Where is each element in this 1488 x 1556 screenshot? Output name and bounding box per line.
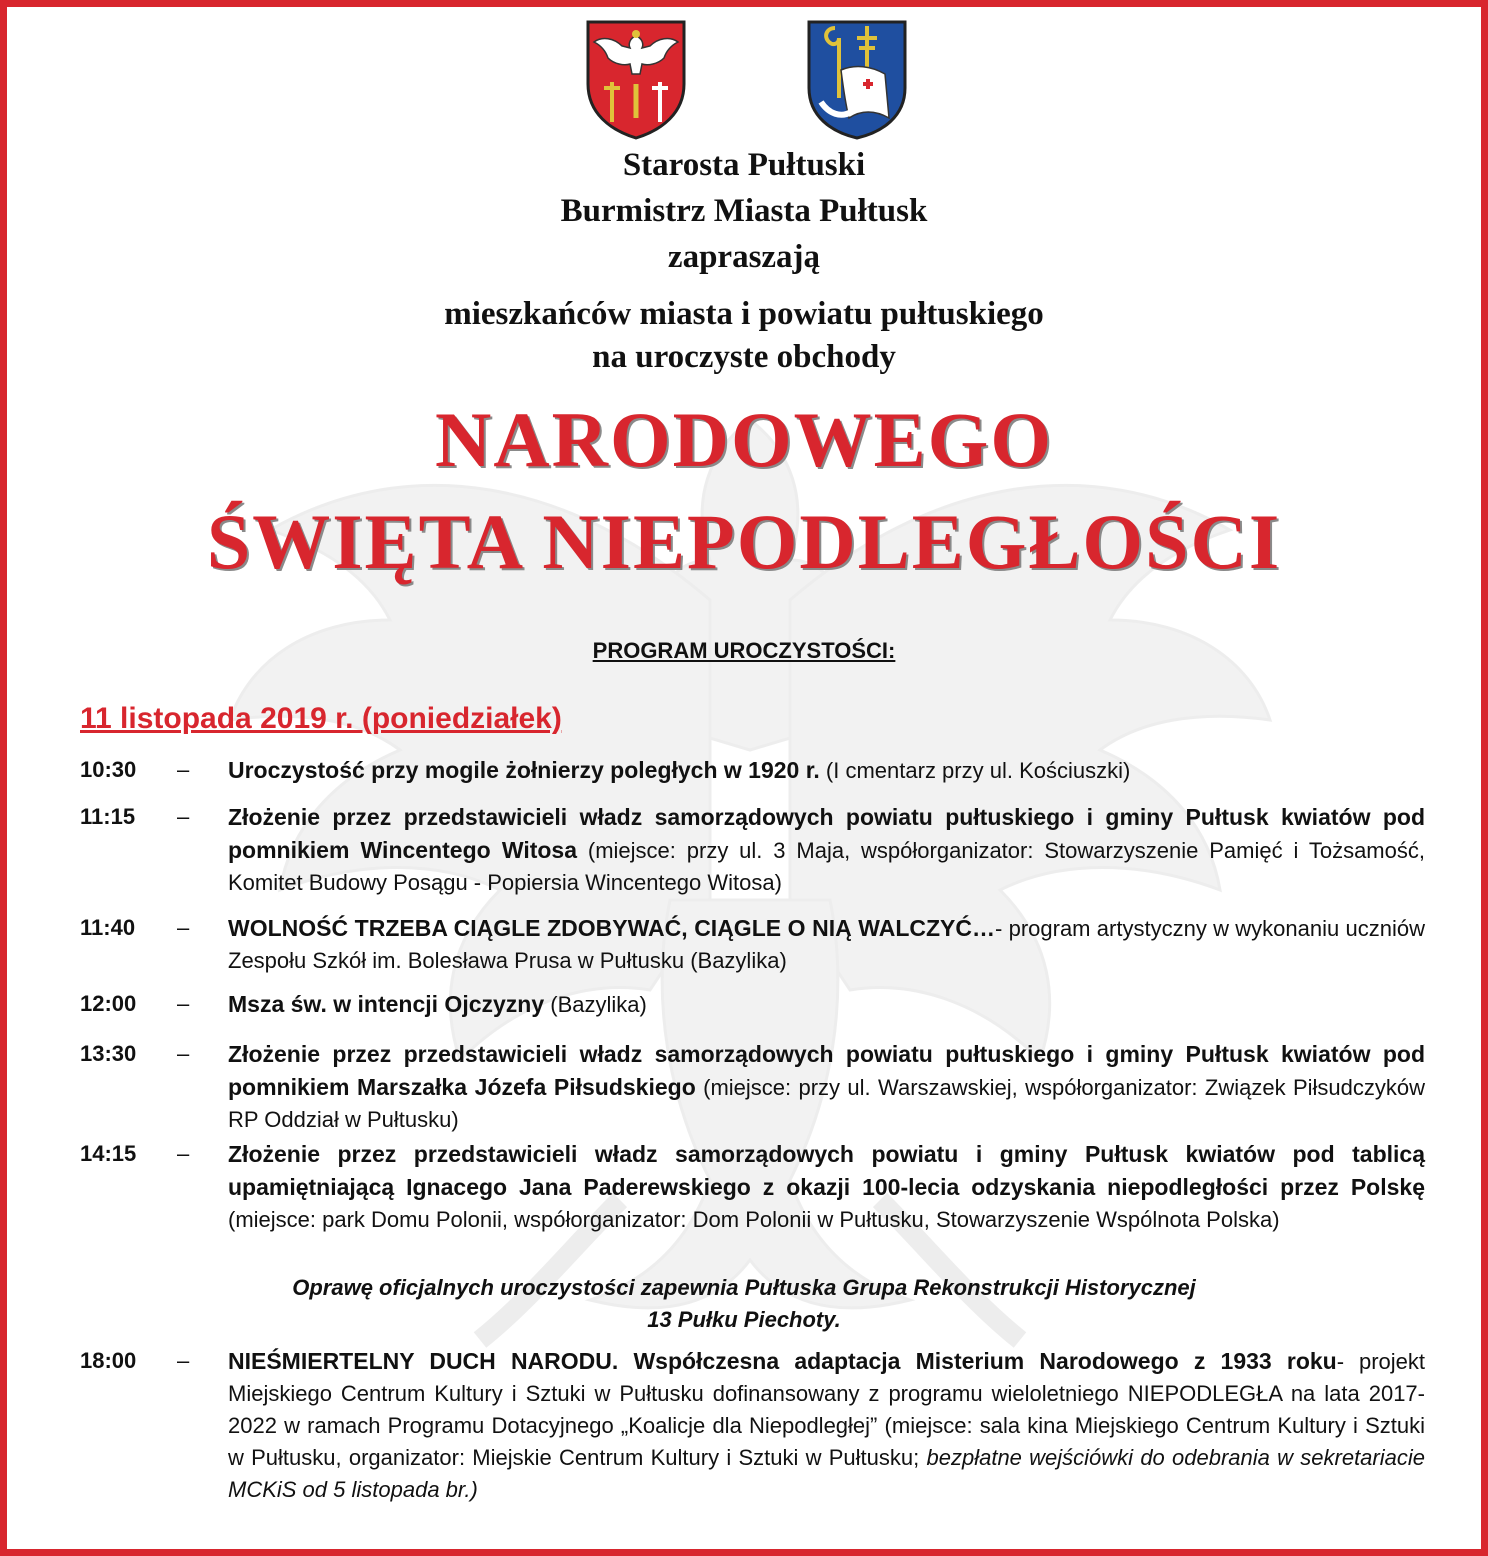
item-dash: – bbox=[177, 1041, 190, 1066]
item-details: (Bazylika) bbox=[544, 992, 647, 1017]
item-title: WOLNOŚĆ TRZEBA CIĄGLE ZDOBYWAĆ, CIĄGLE O NIĄ WALCZYĆ… bbox=[228, 915, 995, 941]
item-title: Złożenie przez przedstawicieli władz samorządowych powiatu pułtuskiego i gminy Pułtusk kwiatów pod pomnikiem Marszałka Józefa Piłsudskiego bbox=[228, 1041, 1425, 1100]
program-title: PROGRAM UROCZYSTOŚCI: bbox=[592, 638, 896, 663]
item-dash: – bbox=[177, 1348, 190, 1373]
item-title: Złożenie przez przedstawicieli władz samorządowych powiatu i gminy Pułtusk kwiatów pod tablicą upamiętniającą Ignacego Jana Paderewskiego z okazji 100-lecia odzyskania niepodległości przez Polskę bbox=[228, 1141, 1425, 1200]
item-details: - projekt Miejskiego Centrum Kultury i Sztuki w Pułtusku dofinansowany z programu wieloletniego NIEPODLEGŁA na lata 2017-2022 w ramach Programu Dotacyjnego „Koalicje dla Niepodległej” (miejsce: sala kina Miejskiego Centrum Kultury i Sztuki w Pułtusku, organizator: Miejskie Centrum Kultury i Sztuki w Pułtusku; bbox=[228, 1349, 1425, 1470]
crests-row bbox=[0, 18, 1488, 148]
program-item bbox=[80, 754, 1425, 787]
item-title: Uroczystość przy mogile żołnierzy poległych w 1920 r. bbox=[228, 757, 820, 783]
main-title-line2: ŚWIĘTA NIEPODLEGŁOŚCI bbox=[206, 498, 1282, 585]
item-details: (I cmentarz przy ul. Kościuszki) bbox=[819, 758, 1131, 783]
item-time: 10:30 bbox=[80, 757, 137, 782]
item-text bbox=[228, 801, 1425, 899]
item-title: Złożenie przez przedstawicieli władz samorządowych powiatu pułtuskiego i gminy Pułtusk kwiatów pod pomnikiem Wincentego Witosa bbox=[228, 804, 1425, 863]
item-title: NIEŚMIERTELNY DUCH NARODU. Współczesna adaptacja Misterium Narodowego z 1933 roku bbox=[228, 1348, 1337, 1374]
item-dash: – bbox=[177, 991, 190, 1016]
item-time: 13:30 bbox=[80, 1041, 137, 1066]
item-title: Msza św. w intencji Ojczyzny bbox=[228, 991, 545, 1017]
item-details: (miejsce: przy ul. Warszawskiej, współorganizator: Związek Piłsudczyków RP Oddział w Pułtusku) bbox=[228, 1075, 1425, 1132]
program-item bbox=[80, 801, 1425, 899]
header-line-burmistrz: Burmistrz Miasta Pułtusk bbox=[560, 193, 928, 229]
item-time: 12:00 bbox=[80, 991, 137, 1016]
powiat-coat-of-arms-icon bbox=[584, 18, 688, 140]
item-time: 11:15 bbox=[80, 804, 136, 829]
item-dash: – bbox=[177, 1141, 190, 1166]
item-dash: – bbox=[177, 757, 190, 782]
item-text bbox=[228, 1138, 1425, 1236]
item-time: 14:15 bbox=[80, 1141, 137, 1166]
header-line-residents: mieszkańców miasta i powiatu pułtuskiego bbox=[444, 296, 1044, 332]
item-ticket-info: bezpłatne wejściówki do odebrania w sekretariacie MCKiS od 5 listopada br.) bbox=[228, 1445, 1425, 1502]
item-time: 11:40 bbox=[80, 915, 136, 940]
header-line-zapraszaja: zapraszają bbox=[667, 239, 821, 275]
header-line-starosta: Starosta Pułtuski bbox=[622, 147, 866, 183]
note-line-2: 13 Pułku Piechoty. bbox=[647, 1307, 841, 1332]
program-item bbox=[80, 912, 1425, 977]
item-details: (miejsce: park Domu Polonii, współorganizator: Dom Polonii w Pułtusku, Stowarzyszenie Wspólnota Polska) bbox=[228, 1207, 1280, 1232]
main-title-line1: NARODOWEGO bbox=[434, 396, 1054, 483]
item-details: (miejsce: przy ul. 3 Maja, współorganizator: Stowarzyszenie Pamięć i Tożsamość, Komitet Budowy Posągu - Popiersia Wincentego Witosa) bbox=[228, 838, 1425, 895]
item-dash: – bbox=[177, 804, 190, 829]
item-text bbox=[228, 1038, 1425, 1136]
item-time: 18:00 bbox=[80, 1348, 137, 1373]
program-item bbox=[80, 1138, 1425, 1236]
reenactment-note bbox=[0, 1272, 1488, 1336]
item-details: - program artystyczny w wykonaniu uczniów Zespołu Szkół im. Bolesława Prusa w Pułtusku (Bazylika) bbox=[228, 916, 1425, 973]
note-line-1: Oprawę oficjalnych uroczystości zapewnia Pułtuska Grupa Rekonstrukcji Historycznej bbox=[292, 1275, 1196, 1300]
program-item bbox=[80, 1038, 1425, 1136]
item-text bbox=[228, 988, 1425, 1021]
item-dash: – bbox=[177, 915, 190, 940]
program-item bbox=[80, 988, 1425, 1021]
item-text bbox=[228, 1345, 1425, 1506]
program-item-evening bbox=[80, 1345, 1425, 1506]
event-date: 11 listopada 2019 r. (poniedziałek) bbox=[80, 702, 562, 735]
item-text bbox=[228, 912, 1425, 977]
item-text bbox=[228, 754, 1425, 787]
header-line-obchody: na uroczyste obchody bbox=[592, 339, 896, 375]
miasto-coat-of-arms-icon bbox=[805, 18, 909, 140]
